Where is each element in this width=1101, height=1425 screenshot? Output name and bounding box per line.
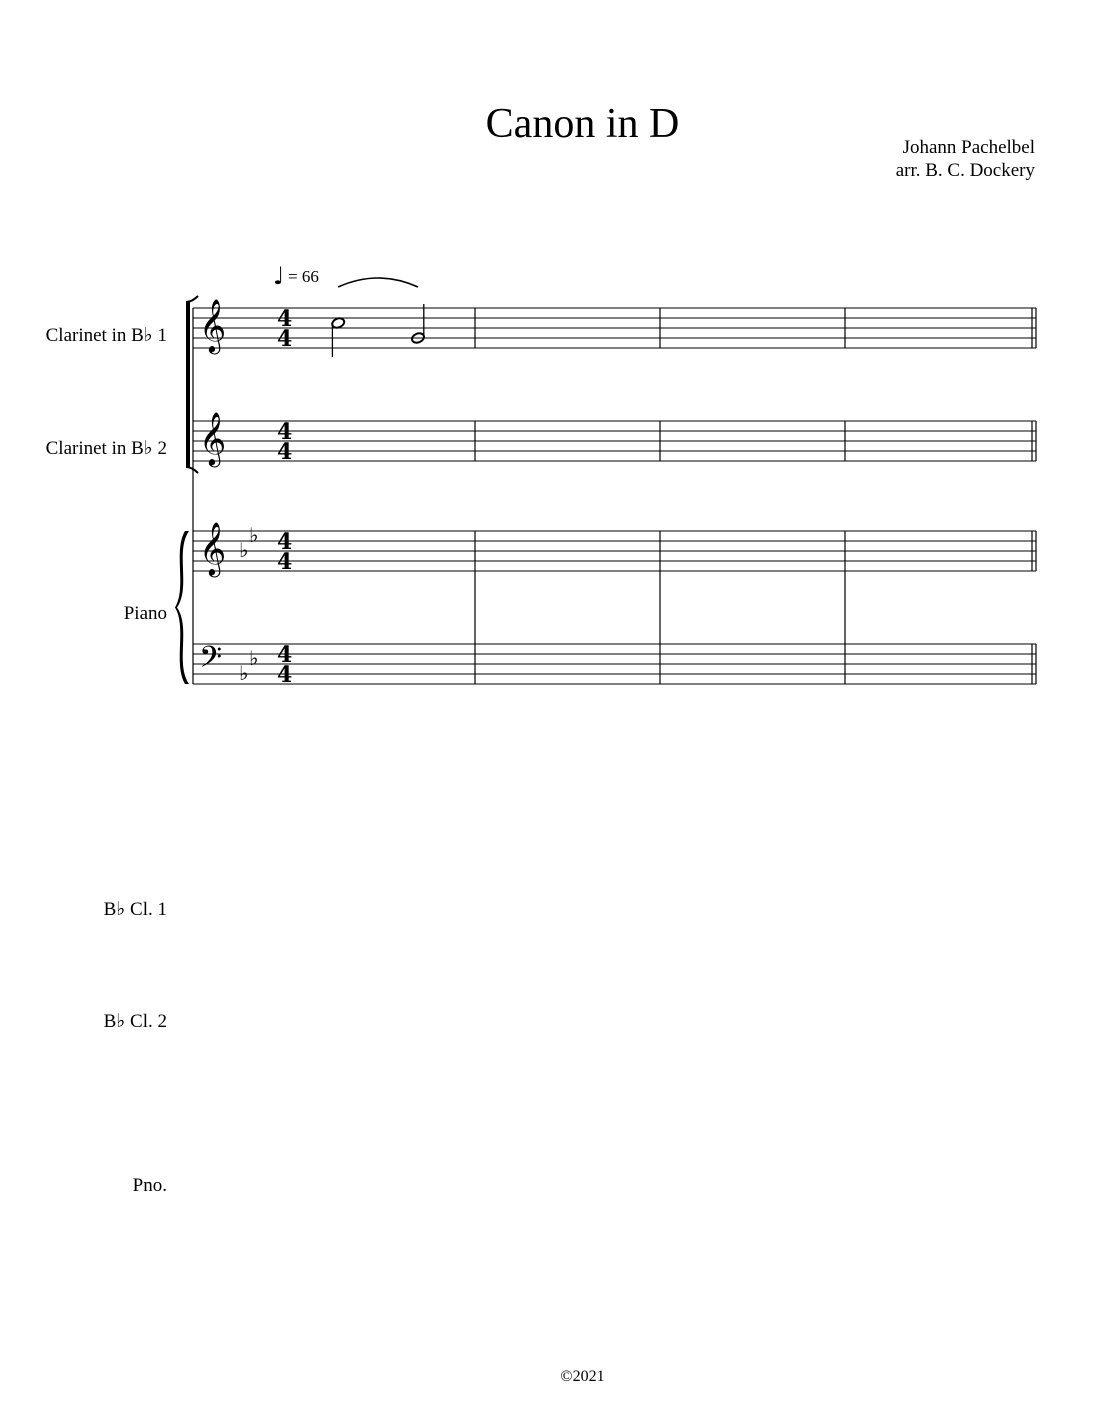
- time-signature-denominator: 4: [277, 549, 293, 575]
- staff-label-piano: Piano: [123, 603, 167, 624]
- time-signature-denominator: 4: [277, 326, 293, 352]
- staff-label-piano-short: Pno.: [132, 1175, 167, 1196]
- treble-clef-icon: 𝄞: [199, 411, 227, 465]
- system-bracket: [186, 302, 190, 467]
- flat-sign-icon: ♭: [249, 646, 259, 670]
- flat-sign-icon: ♭: [239, 538, 249, 562]
- flat-sign-icon: ♭: [249, 523, 259, 547]
- time-signature-numerator: 4: [277, 529, 293, 555]
- time-signature-numerator: 4: [277, 306, 293, 332]
- treble-clef-icon: 𝄞: [199, 521, 227, 575]
- slur: [338, 278, 418, 287]
- time-signature-denominator: 4: [277, 439, 293, 465]
- system-bracket: [186, 296, 198, 302]
- staff-label-clarinet-2: Clarinet in B♭ 2: [45, 438, 167, 459]
- tempo-marking: = 66: [288, 267, 319, 286]
- staff-label-clarinet-1-short: B♭ Cl. 1: [103, 899, 167, 920]
- flat-sign-icon: ♭: [239, 661, 249, 685]
- system-bracket: [186, 467, 198, 473]
- composer-credit: Johann Pachelbel: [902, 137, 1035, 158]
- arranger-credit: arr. B. C. Dockery: [895, 160, 1035, 181]
- treble-clef-icon: 𝄞: [199, 298, 227, 352]
- piece-title: Canon in D: [485, 101, 680, 147]
- time-signature-denominator: 4: [277, 662, 293, 688]
- staff-label-clarinet-2-short: B♭ Cl. 2: [103, 1011, 167, 1032]
- copyright-notice: ©2021: [560, 1368, 605, 1385]
- time-signature-numerator: 4: [277, 642, 293, 668]
- piano-brace: [175, 531, 189, 684]
- staff-label-clarinet-1: Clarinet in B♭ 1: [45, 325, 167, 346]
- time-signature-numerator: 4: [277, 419, 293, 445]
- quarter-note-icon: ♩: [273, 262, 285, 290]
- bass-clef-icon: 𝄢: [199, 641, 223, 682]
